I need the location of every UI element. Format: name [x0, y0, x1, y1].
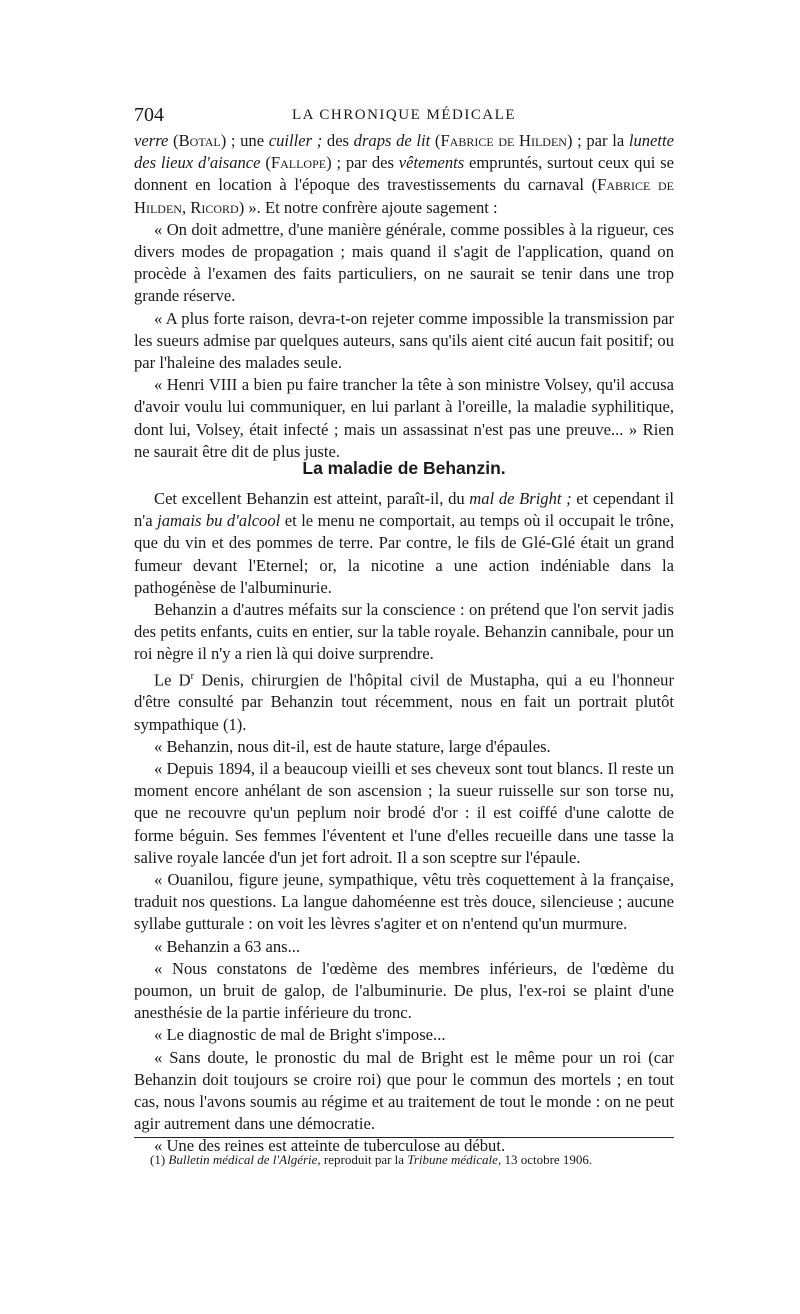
paragraph-continuation: verre (Botal) ; une cuiller ; des draps de lit (Fabrice de Hilden) ; par la lunette des lieux d'aisance (Fallope) ; par des vêtements empruntés, surtout ceux qui se donnent en location à l'époque des travestissements du carnaval (Fabrice de Hilden, Ricord) ». Et notre confrère ajoute sagement :: [134, 131, 674, 217]
paragraph: « Sans doute, le pronostic du mal de Bright est le même pour un roi (car Behanzin doit toujours se croire roi) que pour le commun des mortels ; en tout cas, nous l'avons soumis au régime et au traitement de tout le monde : on ne peut agir autrement dans une démocratie.: [134, 1047, 674, 1134]
paragraph: « Nous constatons de l'œdème des membres inférieurs, de l'œdème du poumon, un bruit de galop, de l'albuminurie. De plus, l'ex-roi se plaint d'une anesthésie de la partie inférieure du tronc.: [134, 958, 674, 1023]
paragraph: « Henri VIII a bien pu faire trancher la tête à son ministre Volsey, qu'il accusa d'avoir voulu lui communiquer, en lui parlant à l'oreille, la maladie syphilitique, dont lui, Volsey, était infecté ; mais un assassinat n'est pas une preuve... » Rien ne saurait être dit de plus juste.: [134, 375, 674, 461]
paragraph: « Ouanilou, figure jeune, sympathique, vêtu très coquettement à la française, traduit nos questions. La langue dahoméenne est très douce, silencieuse ; aucune syllabe gutturale : on voit les lèvres s'agiter et on n'entend qu'un murmure.: [134, 869, 674, 934]
running-title: LA CHRONIQUE MÉDICALE: [292, 107, 516, 123]
page-header: [134, 104, 674, 128]
page-number: 704: [134, 104, 164, 126]
paragraph: « Depuis 1894, il a beaucoup vieilli et ses cheveux sont tout blancs. Il reste un moment encore anhélant de son ascension ; la sueur ruisselle sur son torse nu, que ne recouvre qu'un peplum noir brodé d'or : il est coiffé d'une calotte de forme béguin. Ses femmes l'éventent et l'une d'elles recueille dans une tasse la salive royale lancée d'un jet fort adroit. Il a son sceptre sur l'épaule.: [134, 758, 674, 867]
paragraph: « Behanzin, nous dit-il, est de haute stature, large d'épaules.: [154, 736, 551, 756]
paragraph: Cet excellent Behanzin est atteint, paraît-il, du mal de Bright ; et cependant il n'a jamais bu d'alcool et le menu ne comportait, au temps où il occupait le trône, que du vin et des pommes de terre. Par contre, le fils de Glé-Glé était un grand fumeur devant l'Eternel; or, la nicotine a une action indéniable dans la pathogénèse de l'albuminurie.: [134, 489, 675, 597]
paragraph: « On doit admettre, d'une manière générale, comme possibles à la rigueur, ces divers modes de propagation ; mais quand il s'agit de l'application, quand on procède à l'examen des faits particuliers, on ne saurait se tenir dans une trop grande réserve.: [134, 219, 674, 306]
section-behanzin: [134, 488, 674, 1158]
paragraph: « Le diagnostic de mal de Bright s'impose...: [154, 1025, 446, 1045]
paragraph: « Une des reines est atteinte de tuberculose au début.: [154, 1136, 506, 1156]
footnote-rule: [134, 1137, 674, 1138]
section-continuation: [134, 130, 674, 463]
section-heading: La maladie de Behanzin.: [302, 458, 506, 478]
paragraph: Le $D^r$ Denis, chirurgien de l'hôpital civil de Mustapha, qui a eu l'honneur d'être consulté par Behanzin tout récemment, nous en fait un portrait plutôt sympathique (1).: [134, 670, 675, 734]
paragraph: « A plus forte raison, devra-t-on rejeter comme impossible la transmission par les sueurs admise par quelques auteurs, sans qu'ils aient cité aucun fait positif; ou par l'haleine des malades seule.: [134, 308, 674, 373]
footnote: (1) Bulletin médical de l'Algérie, reproduit par la Tribune médicale, 13 octobre 1906.: [150, 1152, 593, 1167]
paragraph: Behanzin a d'autres méfaits sur la conscience : on prétend que l'on servit jadis des petits enfants, cuits en entier, sur la table royale. Behanzin cannibale, pour un roi nègre il n'y a rien là qui doive surprendre.: [134, 600, 674, 664]
paragraph: « Behanzin a 63 ans...: [154, 936, 301, 956]
